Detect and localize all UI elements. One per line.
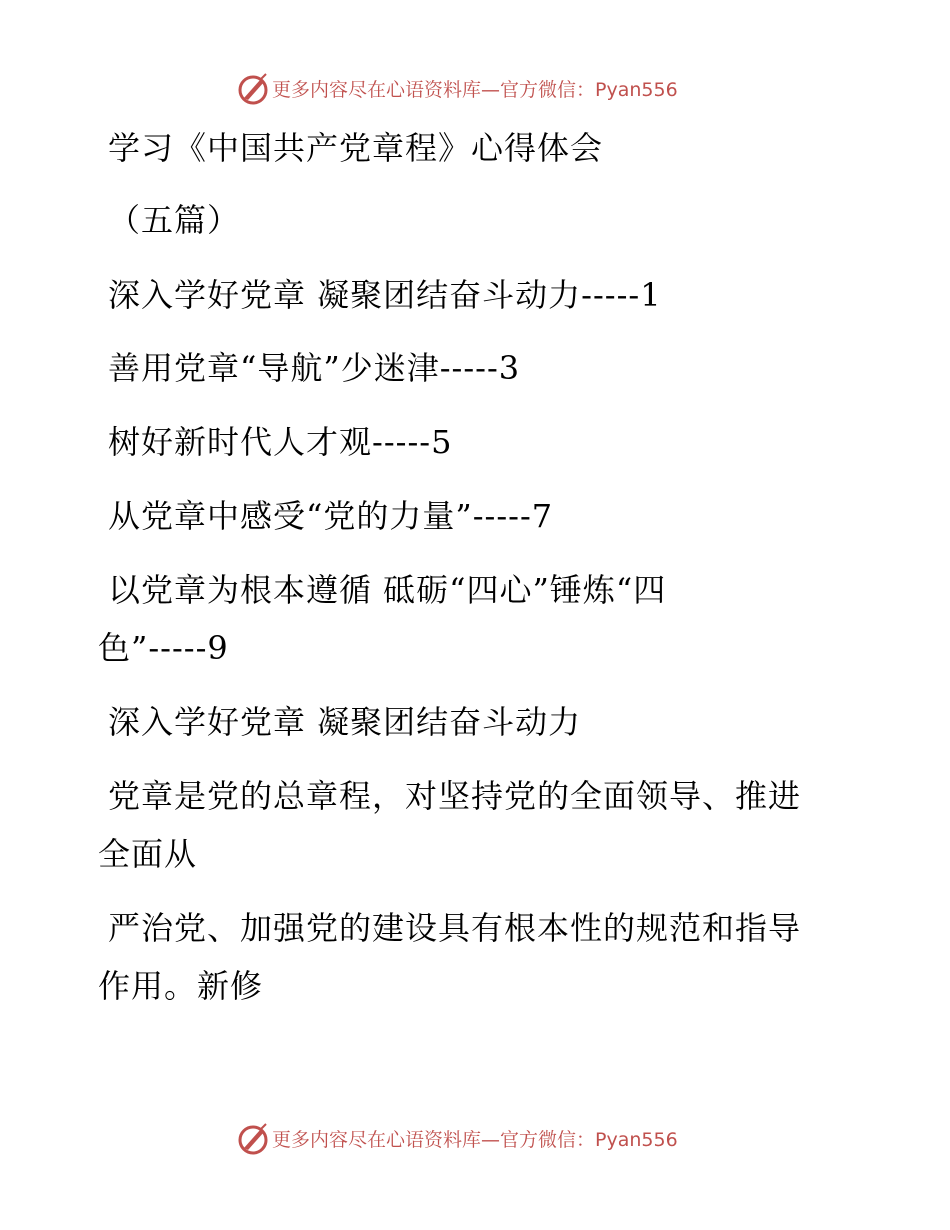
body-line: 作用。新修 <box>98 967 264 1005</box>
wechat-account: Pyan556 <box>595 1129 678 1151</box>
wechat-account: Pyan556 <box>595 79 678 101</box>
toc-item: 从党章中感受“党的力量”-----7 <box>108 497 554 535</box>
section-title: 深入学好党章 凝聚团结奋斗动力 <box>108 703 582 741</box>
watermark-text: 更多内容尽在心语资料库—官方微信：Pyan556 <box>272 79 678 101</box>
quill-logo-icon <box>236 1122 270 1156</box>
quill-logo-icon <box>236 72 270 106</box>
body-line: 党章是党的总章程，对坚持党的全面领导、推进 <box>108 777 802 815</box>
toc-item: 树好新时代人才观-----5 <box>108 423 453 461</box>
toc-item: 深入学好党章 凝聚团结奋斗动力-----1 <box>108 276 662 314</box>
toc-item-continuation: 色”-----9 <box>98 629 229 667</box>
document-title: 学习《中国共产党章程》心得体会 <box>108 129 604 167</box>
toc-item: 善用党章“导航”少迷津-----3 <box>108 349 521 387</box>
body-line: 全面从 <box>98 835 198 873</box>
watermark-text: 更多内容尽在心语资料库—官方微信：Pyan556 <box>272 1129 678 1151</box>
body-line: 严治党、加强党的建设具有根本性的规范和指导 <box>108 909 802 947</box>
footer-watermark <box>0 1120 950 1160</box>
document-subtitle: （五篇） <box>108 201 241 239</box>
header-watermark <box>0 70 950 110</box>
toc-item: 以党章为根本遵循 砥砺“四心”锤炼“四 <box>108 571 667 609</box>
